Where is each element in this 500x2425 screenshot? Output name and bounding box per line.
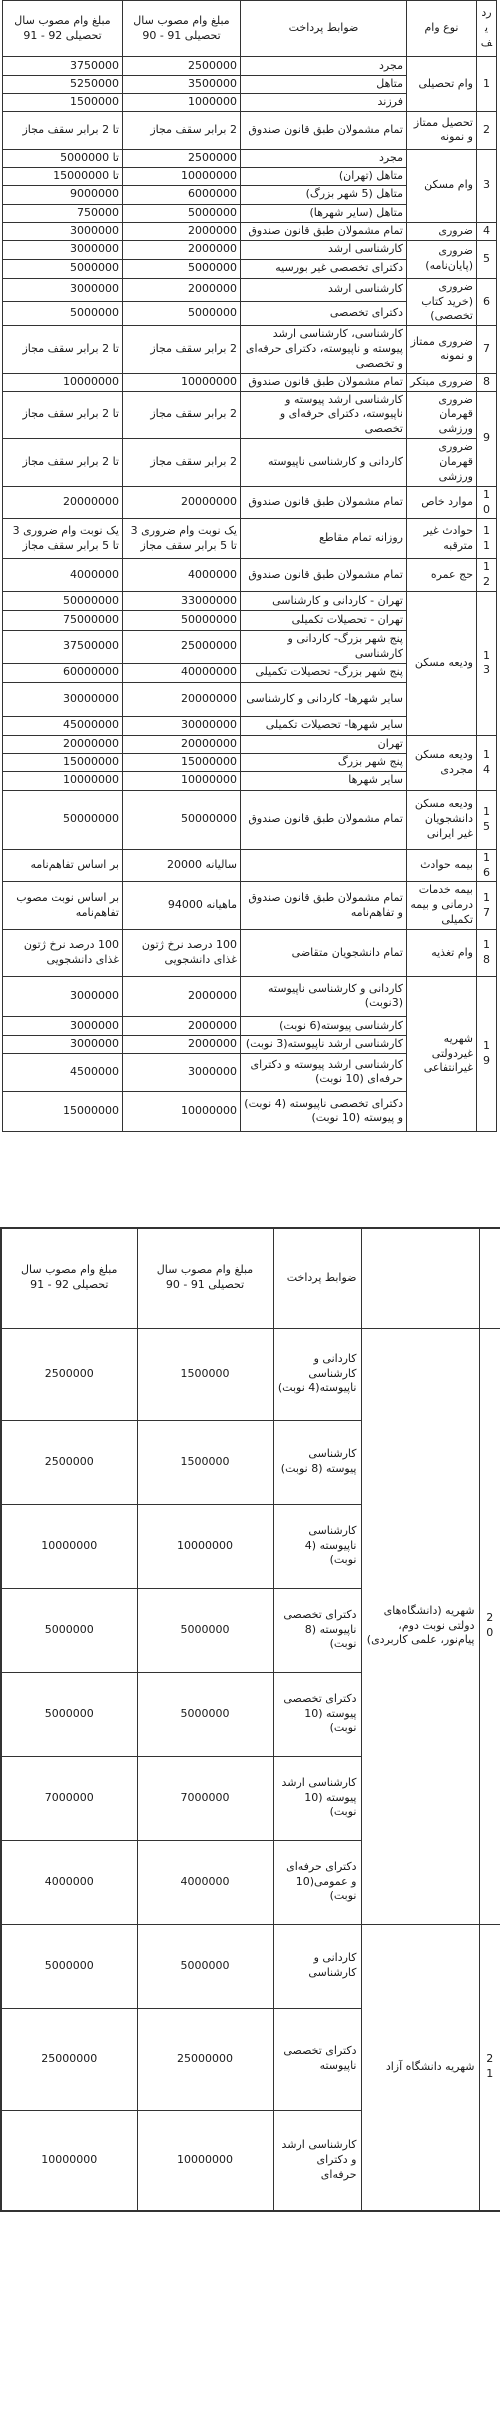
row-number: 16 [477,849,497,882]
amount-92-91: 3000000 [3,278,123,301]
payment-terms: تمام دانشجویان متقاضی [241,929,407,976]
amount-91-90: 30000000 [123,716,241,735]
row-number: 18 [477,929,497,976]
amount-91-90: 2 برابر سقف مجاز [123,326,241,374]
row-number: 15 [477,790,497,849]
header-row-no: ردیف [477,1,497,57]
payment-terms: تهران [241,735,407,753]
amount-92-91: 30000000 [3,682,123,716]
amount-91-90: 3500000 [123,76,241,94]
header-amount-91-90: مبلغ وام مصوب سال تحصیلی 91 - 90 [137,1228,273,1328]
loan-type: ودیعه مسکن [407,592,477,736]
amount-92-91: 20000000 [3,735,123,753]
payment-terms: دکترای تخصصی ناپیوسته (8 نوبت) [273,1588,361,1672]
payment-terms: دکترای تخصصی پیوسته (10 نوبت) [273,1672,361,1756]
header-amount-92-91: مبلغ وام مصوب سال تحصیلی 92 - 91 [1,1228,137,1328]
payment-terms: تهران - تحصیلات تکمیلی [241,611,407,631]
amount-91-90: 10000000 [123,373,241,391]
row-number: 13 [477,592,497,736]
amount-91-90: ماهیانه 94000 [123,882,241,930]
table-row [3,391,497,439]
amount-92-91: 15000000 [3,1091,123,1131]
amount-91-90: 2000000 [123,240,241,259]
payment-terms: کارشناسی ارشد پیوسته و ناپیوسته، دکترای حرفه‌ای و تخصصی [241,391,407,439]
row-number: 14 [477,735,497,790]
amount-91-90: 10000000 [123,1091,241,1131]
amount-92-91: تا 2 برابر سقف مجاز [3,111,123,149]
payment-terms: کارشناسی، کارشناسی ارشد پیوسته و ناپیوسته، دکترای حرفه‌ای و تخصصی [241,326,407,374]
row-number: 7 [477,326,497,374]
payment-terms: تمام مشمولان طبق قانون صندوق [241,486,407,519]
amount-92-91: 3000000 [3,976,123,1016]
amount-91-90: 2500000 [123,57,241,76]
row-number: 11 [477,519,497,559]
row-number: 6 [477,278,497,326]
loan-type: وام تغذیه [407,929,477,976]
loan-type: ضروری مبتکر [407,373,477,391]
table-row [3,486,497,519]
amount-91-90: 1500000 [137,1420,273,1504]
amount-92-91: 4000000 [3,559,123,592]
header-loan-type: نوع وام [407,1,477,57]
header-amount-91-90: مبلغ وام مصوب سال تحصیلی 91 - 90 [123,1,241,57]
table-row [3,439,497,487]
payment-terms: کارشناسی ارشد [241,240,407,259]
payment-terms: کارشناسی ناپیوسته (4 نوبت) [273,1504,361,1588]
row-number: 9 [477,391,497,486]
payment-terms: کارشناسی ارشد پیوسته (10 نوبت) [273,1756,361,1840]
amount-91-90: 4000000 [123,559,241,592]
row-number: 4 [477,222,497,240]
amount-92-91: 3750000 [3,57,123,76]
table-row [3,373,497,391]
payment-terms: مجرد [241,149,407,167]
amount-92-91: بر اساس نوبت مصوب تفاهم‌نامه [3,882,123,930]
amount-92-91: 20000000 [3,486,123,519]
payment-terms: کارشناسی پیوسته(6 نوبت) [241,1016,407,1035]
loan-type: حج عمره [407,559,477,592]
loan-type: ضروری قهرمان ورزشی [407,439,477,487]
loan-type: شهریه دانشگاه آزاد [361,1924,479,2211]
amount-92-91: 50000000 [3,592,123,611]
payment-terms: روزانه تمام مقاطع [241,519,407,559]
row-number: 8 [477,373,497,391]
amount-91-90: 5000000 [123,301,241,325]
amount-92-91: 9000000 [3,185,123,204]
loan-type: ضروری قهرمان ورزشی [407,391,477,439]
amount-92-91: 45000000 [3,716,123,735]
amount-91-90: 5000000 [137,1672,273,1756]
amount-91-90: 20000000 [123,735,241,753]
row-number: 2 [477,111,497,149]
amount-92-91: 3000000 [3,1016,123,1035]
amount-91-90: 2000000 [123,976,241,1016]
amount-92-91: 1500000 [3,94,123,112]
amount-91-90: سالیانه 20000 [123,849,241,882]
table-row [1,1924,500,2008]
table-row [3,976,497,1016]
amount-91-90: 50000000 [123,611,241,631]
amount-92-91: 10000000 [3,771,123,790]
amount-91-90: 5000000 [123,204,241,222]
loan-type: شهریه (دانشگاه‌های دولتی نوبت دوم، پیام‌نور، علمی کاربردی) [361,1328,479,1924]
loan-type: شهریه غیردولتی غیرانتفاعی [407,976,477,1131]
table-row [3,929,497,976]
amount-92-91: 60000000 [3,663,123,682]
amount-91-90: 1000000 [123,94,241,112]
table-row [3,57,497,76]
payment-terms: سایر شهرها- تحصیلات تکمیلی [241,716,407,735]
amount-92-91: 10000000 [1,1504,137,1588]
amount-92-91: تا 15000000 [3,167,123,185]
amount-91-90: 2000000 [123,278,241,301]
row-number: 5 [477,240,497,278]
amount-92-91: 5000000 [3,259,123,278]
header-terms: ضوابط پرداخت [241,1,407,57]
table-row [1,1328,500,1420]
payment-terms: کارشناسی پیوسته (8 نوبت) [273,1420,361,1504]
table-row [3,592,497,611]
payment-terms: دکترای حرفه‌ای و عمومی(10 نوبت) [273,1840,361,1924]
amount-91-90: 100 درصد نرخ ژتون غذای دانشجویی [123,929,241,976]
loan-table-main [2,0,497,1132]
amount-91-90: 2000000 [123,222,241,240]
payment-terms: متاهل (5 شهر بزرگ) [241,185,407,204]
amount-92-91: تا 2 برابر سقف مجاز [3,326,123,374]
row-number: 1 [477,57,497,112]
loan-table-continued [0,1227,500,2212]
amount-92-91: 5250000 [3,76,123,94]
row-number: 10 [477,486,497,519]
payment-terms: کاردانی و کارشناسی ناپیوسته(4 نوبت) [273,1328,361,1420]
amount-92-91: 5000000 [1,1672,137,1756]
loan-type: بیمه خدمات درمانی و بیمه تکمیلی [407,882,477,930]
payment-terms: کارشناسی ارشد پیوسته و دکترای حرفه‌ای (10 نوبت) [241,1053,407,1091]
payment-terms: پنج شهر بزرگ- تحصیلات تکمیلی [241,663,407,682]
row-number: 3 [477,149,497,222]
header-row [1,1228,500,1328]
payment-terms: تمام مشمولان طبق قانون صندوق و تفاهم‌نامه [241,882,407,930]
row-number: 12 [477,559,497,592]
table-row [3,882,497,930]
payment-terms: متاهل [241,76,407,94]
payment-terms: کاردانی و کارشناسی [273,1924,361,2008]
loan-type: ودیعه مسکن مجردی [407,735,477,790]
payment-terms: تهران - کاردانی و کارشناسی [241,592,407,611]
amount-91-90: 2 برابر سقف مجاز [123,439,241,487]
amount-92-91: 7000000 [1,1756,137,1840]
row-number: 19 [477,976,497,1131]
payment-terms: کارشناسی ارشد و دکترای حرفه‌ای [273,2110,361,2211]
amount-91-90: 20000000 [123,682,241,716]
table-row [3,790,497,849]
amount-92-91: یک نوبت وام ضروری 3 تا 5 برابر سقف مجاز [3,519,123,559]
header-row [3,1,497,57]
amount-92-91: 3000000 [3,222,123,240]
header-row-number-blank [479,1228,500,1328]
payment-terms: پنج شهر بزرگ- کاردانی و کارشناسی [241,631,407,664]
amount-92-91: 5000000 [3,301,123,325]
table-row [3,278,497,301]
amount-92-91: 10000000 [3,373,123,391]
loan-type: تحصیل ممتاز و نمونه [407,111,477,149]
loan-type: موارد خاص [407,486,477,519]
amount-92-91: 750000 [3,204,123,222]
row-number: 21 [479,1924,500,2211]
amount-92-91: 5000000 [1,1924,137,2008]
payment-terms: دکترای تخصصی غیر بورسیه [241,259,407,278]
payment-terms: کارشناسی ارشد [241,278,407,301]
loan-type: ضروری ممتاز و نمونه [407,326,477,374]
amount-91-90: 2500000 [123,149,241,167]
header-loan-type-blank [361,1228,479,1328]
payment-terms: سایر شهرها [241,771,407,790]
amount-91-90: 4000000 [137,1840,273,1924]
header-amount-92-91: مبلغ وام مصوب سال تحصیلی 92 - 91 [3,1,123,57]
payment-terms [241,849,407,882]
amount-92-91: 2500000 [1,1420,137,1504]
header-terms: ضوابط پرداخت [273,1228,361,1328]
amount-92-91: 10000000 [1,2110,137,2211]
table-row [3,222,497,240]
payment-terms: تمام مشمولان طبق قانون صندوق [241,790,407,849]
amount-91-90: 50000000 [123,790,241,849]
amount-92-91: 37500000 [3,631,123,664]
amount-92-91: 25000000 [1,2008,137,2110]
loan-type: بیمه حوادث [407,849,477,882]
amount-91-90: 33000000 [123,592,241,611]
loan-type: وام تحصیلی [407,57,477,112]
payment-terms: کاردانی و کارشناسی ناپیوسته (3نوبت) [241,976,407,1016]
amount-92-91: 4500000 [3,1053,123,1091]
payment-terms: کاردانی و کارشناسی ناپیوسته [241,439,407,487]
amount-91-90: یک نوبت وام ضروری 3 تا 5 برابر سقف مجاز [123,519,241,559]
table-row [3,111,497,149]
amount-91-90: 6000000 [123,185,241,204]
amount-92-91: 100 درصد نرخ ژتون غذای دانشجویی [3,929,123,976]
row-number: 20 [479,1328,500,1924]
amount-91-90: 5000000 [137,1924,273,2008]
table-row [3,149,497,167]
payment-terms: دکترای تخصصی [241,301,407,325]
amount-91-90: 2000000 [123,1035,241,1053]
amount-91-90: 20000000 [123,486,241,519]
amount-92-91: 3000000 [3,1035,123,1053]
amount-91-90: 10000000 [137,2110,273,2211]
table-row [3,559,497,592]
amount-92-91: 75000000 [3,611,123,631]
payment-terms: دکترای تخصصی ناپیوسته (4 نوبت) و پیوسته (10 نوبت) [241,1091,407,1131]
payment-terms: تمام مشمولان طبق قانون صندوق [241,222,407,240]
row-number: 17 [477,882,497,930]
payment-terms: سایر شهرها- کاردانی و کارشناسی [241,682,407,716]
table-row [3,519,497,559]
table-row [3,735,497,753]
payment-terms: متاهل (تهران) [241,167,407,185]
amount-91-90: 2000000 [123,1016,241,1035]
payment-terms: دکترای تخصصی ناپیوسته [273,2008,361,2110]
payment-terms: متاهل (سایر شهرها) [241,204,407,222]
amount-92-91: 15000000 [3,753,123,771]
amount-91-90: 15000000 [123,753,241,771]
payment-terms: تمام مشمولان طبق قانون صندوق [241,373,407,391]
amount-91-90: 10000000 [123,771,241,790]
amount-91-90: 5000000 [123,259,241,278]
table-row [3,326,497,374]
loan-type: حوادث غیر مترقبه [407,519,477,559]
amount-91-90: 1500000 [137,1328,273,1420]
amount-92-91: تا 2 برابر سقف مجاز [3,439,123,487]
loan-type: ودیعه مسکن دانشجویان غیر ایرانی [407,790,477,849]
loan-type: ضروری [407,222,477,240]
amount-92-91: تا 5000000 [3,149,123,167]
payment-terms: تمام مشمولان طبق قانون صندوق [241,111,407,149]
payment-terms: فرزند [241,94,407,112]
amount-92-91: 5000000 [1,1588,137,1672]
loan-type: ضروری (خرید کتاب تخصصی) [407,278,477,326]
amount-91-90: 25000000 [137,2008,273,2110]
table-row [3,849,497,882]
payment-terms: تمام مشمولان طبق قانون صندوق [241,559,407,592]
amount-91-90: 40000000 [123,663,241,682]
amount-92-91: 2500000 [1,1328,137,1420]
amount-91-90: 7000000 [137,1756,273,1840]
amount-92-91: 3000000 [3,240,123,259]
payment-terms: کارشناسی ارشد ناپیوسته(3 نوبت) [241,1035,407,1053]
amount-92-91: 50000000 [3,790,123,849]
loan-type: وام مسکن [407,149,477,222]
amount-91-90: 5000000 [137,1588,273,1672]
amount-91-90: 10000000 [137,1504,273,1588]
payment-terms: پنج شهر بزرگ [241,753,407,771]
amount-91-90: 2 برابر سقف مجاز [123,391,241,439]
amount-91-90: 10000000 [123,167,241,185]
amount-92-91: 4000000 [1,1840,137,1924]
amount-91-90: 2 برابر سقف مجاز [123,111,241,149]
amount-92-91: تا 2 برابر سقف مجاز [3,391,123,439]
loan-type: ضروری (پایان‌نامه) [407,240,477,278]
table-row [3,240,497,259]
amount-92-91: بر اساس تفاهم‌نامه [3,849,123,882]
payment-terms: مجرد [241,57,407,76]
amount-91-90: 25000000 [123,631,241,664]
amount-91-90: 3000000 [123,1053,241,1091]
